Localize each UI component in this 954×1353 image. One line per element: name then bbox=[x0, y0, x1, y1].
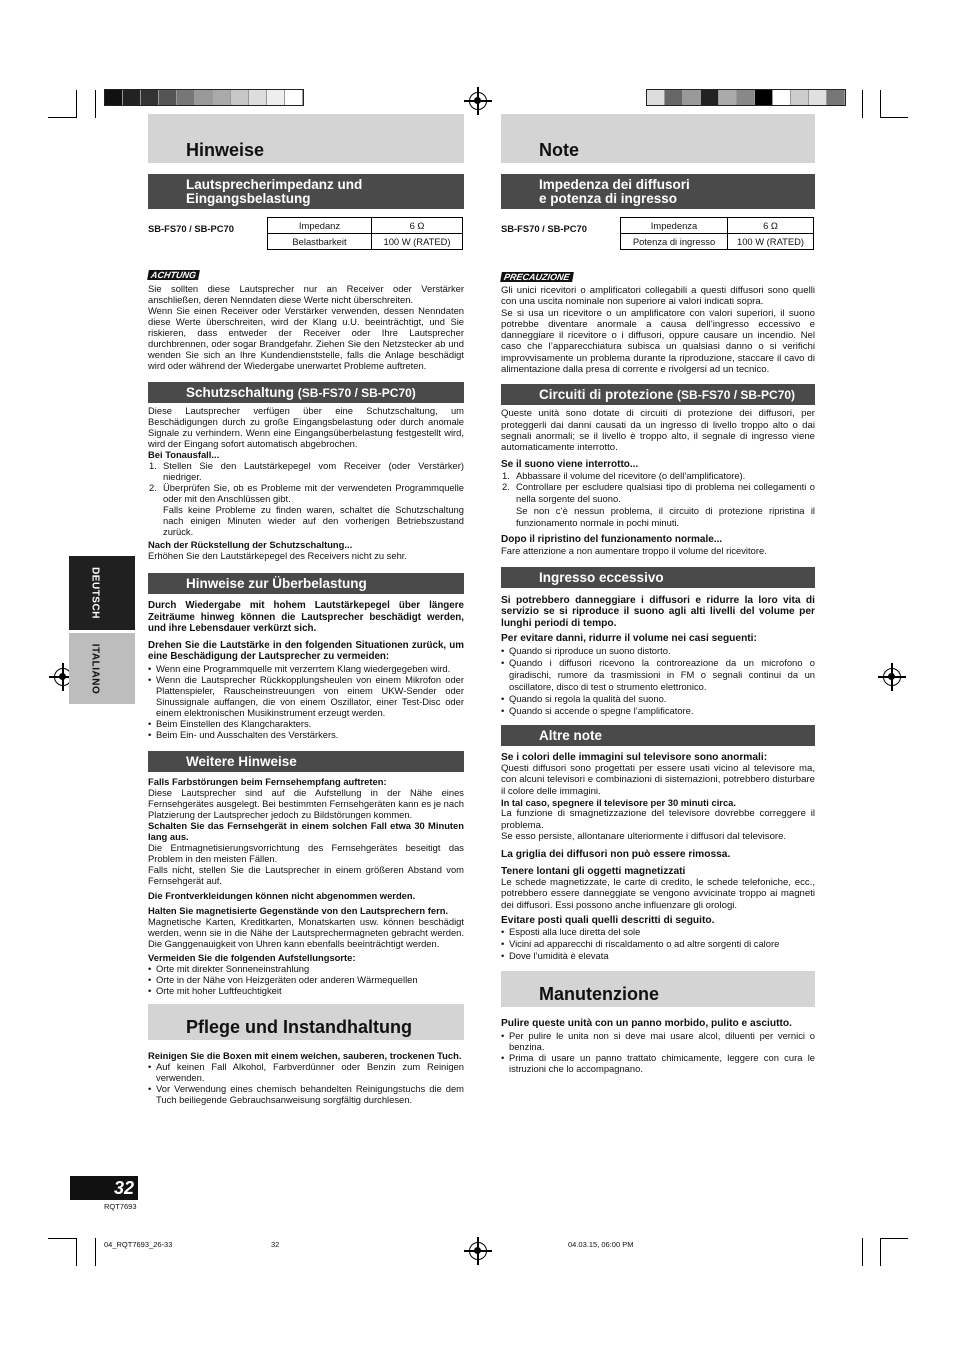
bold-paragraph: Durch Wiedergabe mit hohem Lautstärkepegel über längere Zeiträume hinweg können die Lautsprecher beschädigt werden, und ihre Lebensdauer verkürzt sich. bbox=[148, 600, 464, 634]
paragraph: Sie sollten diese Lautsprecher nur an Receiver oder Verstärker anschließen, deren Nenndaten diese Werte nicht überschreiten. Wenn Sie einen Receiver oder Verstärker verwenden, dessen Nenndaten diese Werte überschreiten, wird der Klang u.U. beeinträchtigt, und Sie riskieren, dass entweder der Receiver oder Ihre Lautsprecher durchbrennen, oder sogar Brandgefahr. Ziehen Sie den Netzstecker ab und wenden Sie sich an Ihre Kundendienststelle, falls die Anlage beschädigt wird oder während der Wiedergabe unerwartet Probleme auftreten. bbox=[148, 283, 464, 371]
list-item: • Quando si regola la qualità del suono. bbox=[501, 692, 667, 704]
subsection-heading: Altre note bbox=[501, 725, 815, 746]
list-item: 1. Abbassare il volume del ricevitore (o dell’amplificatore). bbox=[502, 469, 746, 481]
subheading: Bei Tonausfall... bbox=[148, 449, 220, 460]
crop-mark bbox=[862, 1238, 863, 1266]
list-item: • Quando i diffusori ricevono la controreazione da un microfono o giradischi, rumore da trasmissioni in FM o segnali continui da un oscillatore, disco di test o strumento elettronico. bbox=[501, 656, 815, 692]
spec-cell: Impedanz bbox=[268, 218, 372, 234]
subsection-heading: Impedenza dei diffusori e potenza di ingresso bbox=[501, 174, 815, 209]
crop-mark bbox=[76, 90, 77, 118]
language-tab-deutsch: DEUTSCH bbox=[69, 556, 135, 630]
list-item: • Beim Einstellen des Klangcharakters. bbox=[148, 717, 312, 729]
subheading: Se i colori delle immagini sul televisore sono anormali: bbox=[501, 751, 768, 763]
color-bar-right bbox=[646, 89, 846, 106]
subheading: Falls Farbstörungen beim Fernsehempfang auftreten: bbox=[148, 775, 387, 787]
list-item: • Quando si accende o spegne l’amplificatore. bbox=[501, 704, 694, 716]
crop-mark bbox=[48, 117, 76, 118]
paragraph: Questi diffusori sono progettati per essere usati vicino al televisore ma, con alcuni televisori e combinazioni di sistemazioni, potrebbero disturbare il colore delle immagini. bbox=[501, 762, 815, 797]
warning-label: ACHTUNG bbox=[147, 270, 200, 280]
list-item: • Orte mit hoher Luftfeuchtigkeit bbox=[148, 984, 282, 996]
subheading: Vermeiden Sie die folgenden Aufstellungsorte: bbox=[148, 951, 356, 963]
paragraph: Die Entmagnetisierungsvorrichtung des Fernsehgerätes beseitigt das Problem in den meisten Fällen. Falls nicht, stellen Sie die Lautsprecher in einem größeren Abstand vom Fernsehgerät auf. bbox=[148, 841, 464, 886]
paragraph: Le schede magnetizzate, le carte di credito, le schede telefoniche, ecc., potrebbero essere danneggiate se vengono avvicinate troppo ai magneti dei diffusori. Essi possono anche influenzare gli orologi. bbox=[501, 876, 815, 911]
crop-mark bbox=[95, 1238, 96, 1266]
crop-mark bbox=[880, 117, 908, 118]
spec-cell: 100 W (RATED) bbox=[372, 234, 463, 250]
timestamp: 04.03.15, 06:00 PM bbox=[568, 1240, 634, 1249]
color-bar-left bbox=[104, 89, 304, 106]
paragraph: Erhöhen Sie den Lautstärkepegel des Receivers nicht zu sehr. bbox=[148, 550, 408, 561]
subheading: Schalten Sie das Fernsehgerät in einem solchen Fall etwa 30 Minuten lang aus. bbox=[148, 819, 464, 842]
list-item: • Beim Ein- und Ausschalten des Verstärkers. bbox=[148, 728, 339, 740]
subheading: La griglia dei diffusori non può essere rimossa. bbox=[501, 848, 731, 860]
registration-mark bbox=[883, 668, 901, 686]
subheading: Halten Sie magnetisierte Gegenstände von den Lautsprechern fern. bbox=[148, 904, 449, 916]
crop-mark bbox=[48, 1238, 76, 1239]
subsection-heading: Schutzschaltung (SB-FS70 / SB-PC70) bbox=[148, 382, 464, 403]
subsection-heading: Hinweise zur Überbelastung bbox=[148, 573, 464, 594]
subsection-heading: Lautsprecherimpedanz und Eingangsbelastung bbox=[148, 174, 464, 209]
doc-code: RQT7693 bbox=[104, 1202, 137, 1211]
list-item: • Orte in der Nähe von Heizgeräten oder anderen Wärmequellen bbox=[148, 973, 418, 985]
list-item: 2. Controllare per escludere qualsiasi tipo di problema nei collegamenti o nella sorgente del suono. Se non c’è nessun problema, il circuito di protezione ripristina il funzionamento normale in pochi minuti. bbox=[502, 480, 815, 528]
list-item: • Dove l’umidità è elevata bbox=[501, 950, 609, 962]
paragraph: La funzione di smagnetizzazione del televisore dovrebbe correggere il problema. Se esso persiste, allontanare ulteriormente i diffusori dal televisore. bbox=[501, 808, 815, 843]
list-item: • Auf keinen Fall Alkohol, Farbverdünner oder Benzin zum Reinigen verwenden. bbox=[148, 1060, 464, 1083]
bold-paragraph: Si potrebbero danneggiare i diffusori e ridurre la loro vita di servizio se si riproduce il suono agli alti livelli del volume per lunghi periodi di tempo. bbox=[501, 594, 815, 629]
paragraph: Diese Lautsprecher verfügen über eine Schutzschaltung, um Beschädigungen durch zu große Eingangsbelastung oder durch anomale Signale zu verhindern. Wenn eine Eingangsüberbelastung festgestellt wird, wird der Eingang sofort automatisch abgebrochen. bbox=[148, 405, 464, 449]
language-tab-italiano: ITALIANO bbox=[69, 633, 135, 704]
spec-cell: 100 W (RATED) bbox=[728, 234, 814, 250]
section-title: Note bbox=[501, 114, 815, 163]
list-item: • Wenn die Lautsprecher Rückkopplungsheulen von einem Mikrofon oder Plattenspieler, Rauscheinstreuungen von einem UKW-Sender oder Sinussignale auffangen, die von einem Oszillator, einer Test-Disc oder einem elektronischen Musikinstrument erzeugt werden. bbox=[148, 673, 464, 718]
list-item: 2. Überprüfen Sie, ob es Probleme mit der verwendeten Programmquelle oder mit den Anschlüssen gibt. Falls keine Probleme zu finden waren, schaltet die Schutzschaltung nach einigen Minuten wieder auf den vorherigen Betriebszustand zurück. bbox=[149, 482, 464, 537]
subheading: Nach der Rückstellung der Schutzschaltung... bbox=[148, 539, 353, 550]
spec-table bbox=[267, 217, 463, 250]
spec-cell: 6 Ω bbox=[372, 218, 463, 234]
spec-cell: Impedenza bbox=[621, 218, 728, 234]
list-item: • Esposti alla luce diretta del sole bbox=[501, 926, 641, 938]
crop-mark bbox=[76, 1238, 77, 1266]
subheading: Dopo il ripristino del funzionamento normale... bbox=[501, 533, 723, 545]
model-label: SB-FS70 / SB-PC70 bbox=[501, 223, 587, 234]
list-item: 1. Stellen Sie den Lautstärkepegel vom Receiver (oder Verstärker) niedriger. bbox=[149, 460, 464, 482]
bold-paragraph: Per evitare danni, ridurre il volume nei casi seguenti: bbox=[501, 633, 757, 645]
crop-mark bbox=[95, 90, 96, 118]
registration-mark bbox=[469, 1242, 487, 1260]
bold-paragraph: Reinigen Sie die Boxen mit einem weichen, sauberen, trockenen Tuch. bbox=[148, 1049, 462, 1061]
subsection-heading: Weitere Hinweise bbox=[148, 751, 464, 772]
spec-block bbox=[501, 217, 815, 255]
section-title: Hinweise bbox=[148, 114, 464, 163]
crop-mark bbox=[880, 1238, 908, 1239]
paragraph: Magnetische Karten, Kreditkarten, Monatskarten usw. können beschädigt werden, wenn sie in die Nähe der Lautsprechermagneten gebracht werden. Die Ganggenauigkeit von Uhren kann ebenfalls beeinträchtigt werden. bbox=[148, 915, 464, 949]
list-item: • Orte mit direkter Sonneneinstrahlung bbox=[148, 962, 310, 974]
list-item: • Prima di usare un panno trattato chimicamente, leggere con cura le istruzioni che lo accompagnano. bbox=[501, 1051, 815, 1074]
crop-mark bbox=[880, 90, 881, 118]
paragraph: Gli unici ricevitori o amplificatori collegabili a questi diffusori sono quelli con una uscita nominale non superiore ai valori indicati sopra. Se si usa un ricevitore o un amplificatore con valori superiori, il suono potrebbe diventare anormale a causa dell’ingresso eccessivo e danneggiare il ricevitore o i diffusori, oppure causare un incendio. Nel caso che l’apparecchiatura subisca un qualsiasi danno o si verifichi improvvisamente un problema durante la riproduzione, staccare il cavo di alimentazione dalla presa di corrente e rivolgersi ad un tecnico. bbox=[501, 285, 815, 376]
registration-mark bbox=[469, 92, 487, 110]
model-label: SB-FS70 / SB-PC70 bbox=[148, 223, 234, 234]
spec-cell: 6 Ω bbox=[728, 218, 814, 234]
bold-paragraph: Drehen Sie die Lautstärke in den folgenden Situationen zurück, um eine Beschädigung der Lautsprecher zu vermeiden: bbox=[148, 639, 464, 662]
file-name: 04_RQT7693_26-33 bbox=[104, 1240, 173, 1249]
paragraph: Diese Lautsprecher sind auf die Aufstellung in der Nähe eines Fernsehgerätes ausgelegt. Bei bestimmten Fernsehgeräten kann es je nach Platzierung der Lautsprecher jedoch zu Bildstörungen kommen. bbox=[148, 786, 464, 820]
crop-mark bbox=[880, 1238, 881, 1266]
list-item: • Per pulire le unita non si deve mai usare alcol, diluenti per vernici o benzina. bbox=[501, 1029, 815, 1052]
subheading: Se il suono viene interrotto... bbox=[501, 458, 639, 470]
subheading: Die Frontverkleidungen können nicht abgenommen werden. bbox=[148, 889, 416, 901]
page-number: 32 bbox=[113, 1178, 134, 1198]
paragraph: Fare attenzione a non aumentare troppo il volume del ricevitore. bbox=[501, 544, 767, 556]
paragraph: Queste unità sono dotate di circuiti di protezione dei diffusori, per proteggerli dai danni causati da un ingresso di livello troppo alto o dai segnali anormali; se il livello è troppo alto, il segnale di ingresso viene automaticamente interrotto. bbox=[501, 408, 815, 454]
list-item: • Wenn eine Programmquelle mit verzerrtem Klang wiedergegeben wird. bbox=[148, 662, 451, 674]
spec-block bbox=[148, 217, 464, 255]
subheading: Evitare posti quali quelli descritti di seguito. bbox=[501, 915, 715, 927]
column-deutsch bbox=[148, 114, 464, 1105]
list-item: • Vicini ad apparecchi di riscaldamento o ad altre sorgenti di calore bbox=[501, 938, 780, 950]
crop-mark bbox=[862, 90, 863, 118]
bold-paragraph: Pulire queste unità con un panno morbido, pulito e asciutto. bbox=[501, 1018, 792, 1030]
spec-cell: Belastbarkeit bbox=[268, 234, 372, 250]
column-italiano bbox=[501, 114, 815, 1074]
subheading: Tenere lontani gli oggetti magnetizzati bbox=[501, 865, 686, 877]
warning-label: PRECAUZIONE bbox=[500, 272, 573, 282]
list-item: • Vor Verwendung eines chemisch behandelten Reinigungstuchs die dem Tuch beiliegende Gebrauchsanweisung sorgfältig durchlesen. bbox=[148, 1082, 464, 1105]
subsection-heading: Circuiti di protezione (SB-FS70 / SB-PC70) bbox=[501, 384, 815, 405]
spec-cell: Potenza di ingresso bbox=[621, 234, 728, 250]
subheading: In tal caso, spegnere il televisore per 30 minuti circa. bbox=[501, 797, 736, 809]
spec-table bbox=[620, 217, 814, 250]
list-item: • Quando si riproduce un suono distorto. bbox=[501, 644, 671, 656]
footer-page-ref: 32 bbox=[271, 1240, 280, 1249]
section-title: Manutenzione bbox=[501, 971, 815, 1007]
subsection-heading: Ingresso eccessivo bbox=[501, 567, 815, 588]
section-title: Pflege und Instandhaltung bbox=[148, 1004, 464, 1040]
